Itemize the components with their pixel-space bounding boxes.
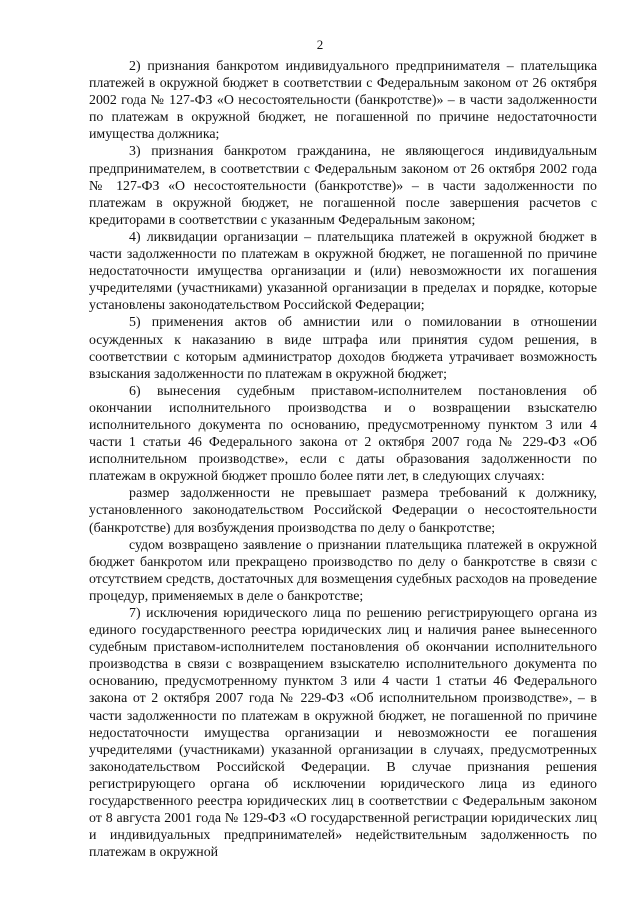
paragraph-subcase-court-return: судом возвращено заявление о признании плательщика платежей в окружной бюджет банкротом или прекращено производство по делу о банкротстве в связи с отсутствием средств, достаточных для возмещения судебных расходов на проведение процедур, применяемых в деле о банкротстве; [89, 537, 597, 604]
page-number: 2 [316, 37, 324, 52]
paragraph-item-3: 3) признания банкротом гражданина, не являющегося индивидуальным предпринимателем, в соответствии с Федеральным законом от 26 октября 2002 года № 127-ФЗ «О несостоятельности (банкротстве)» – в части задолженности по платежам в окружной бюджет, не погашенной после завершения расчетов с кредиторами в соответствии с указанным Федеральным законом; [89, 144, 597, 228]
document-body [89, 58, 597, 861]
paragraph-item-6: 6) вынесения судебным приставом-исполнителем постановления об окончании исполнительного производства и о возвращении взыскателю исполнительного документа по основанию, предусмотренному пунктом 3 или 4 части 1 статьи 46 Федерального закона от 2 октября 2007 года № 229-ФЗ «Об исполнительном производстве», если с даты образования задолженности по платежам в окружной бюджет прошло более пяти лет, в следующих случаях: [89, 383, 597, 485]
paragraph-subcase-debt-size: размер задолженности не превышает размера требований к должнику, установленного законодательством Российской Федерации о несостоятельности (банкротстве) для возбуждения производства по делу о банкротстве; [89, 486, 597, 536]
paragraph-item-4: 4) ликвидации организации – плательщика платежей в окружной бюджет в части задолженности по платежам в окружной бюджет, не погашенной по причине недостаточности имущества организации и (или) невозможности их погашения учредителями (участниками) указанной организации в пределах и порядке, которые установлены законодательством Российской Федерации; [89, 229, 597, 314]
paragraph-item-7: 7) исключения юридического лица по решению регистрирующего органа из единого государственного реестра юридических лиц и наличия ранее вынесенного судебным приставом-исполнителем постановления об окончании исполнительного производства в связи с возвращением взыскателю исполнительного документа по основанию, предусмотренному пунктом 3 или 4 части 1 статьи 46 Федерального закона от 2 октября 2007 года № 229-ФЗ «Об исполнительном производстве», – в части задолженности по платежам в окружной бюджет, не погашенной по причине недостаточности имущества организации и невозможности ее погашения учредителями (участниками) указанной организации в случаях, предусмотренных законодательством Российской Федерации. В случае признания решения регистрирующего органа об исключении юридического лица из единого государственного реестра юридических лиц в соответствии с Федеральным законом от 8 августа 2001 года № 129-ФЗ «О государственной регистрации юридических лиц и индивидуальных предпринимателей» недействительным задолженность по платежам в окружной [89, 606, 597, 861]
paragraph-item-5: 5) применения актов об амнистии или о помиловании в отношении осужденных к наказанию в виде штрафа или принятия судом решения, в соответствии с которым администратор доходов бюджета утрачивает возможность взыскания задолженности по платежам в окружной бюджет; [89, 315, 597, 382]
paragraph-item-2: 2) признания банкротом индивидуального предпринимателя – плательщика платежей в окружной бюджет в соответствии с Федеральным законом от 26 октября 2002 года № 127-ФЗ «О несостоятельности (банкротстве)» – в части задолженности по платежам в окружной бюджет, не погашенной по причине недостаточности имущества должника; [89, 59, 597, 143]
